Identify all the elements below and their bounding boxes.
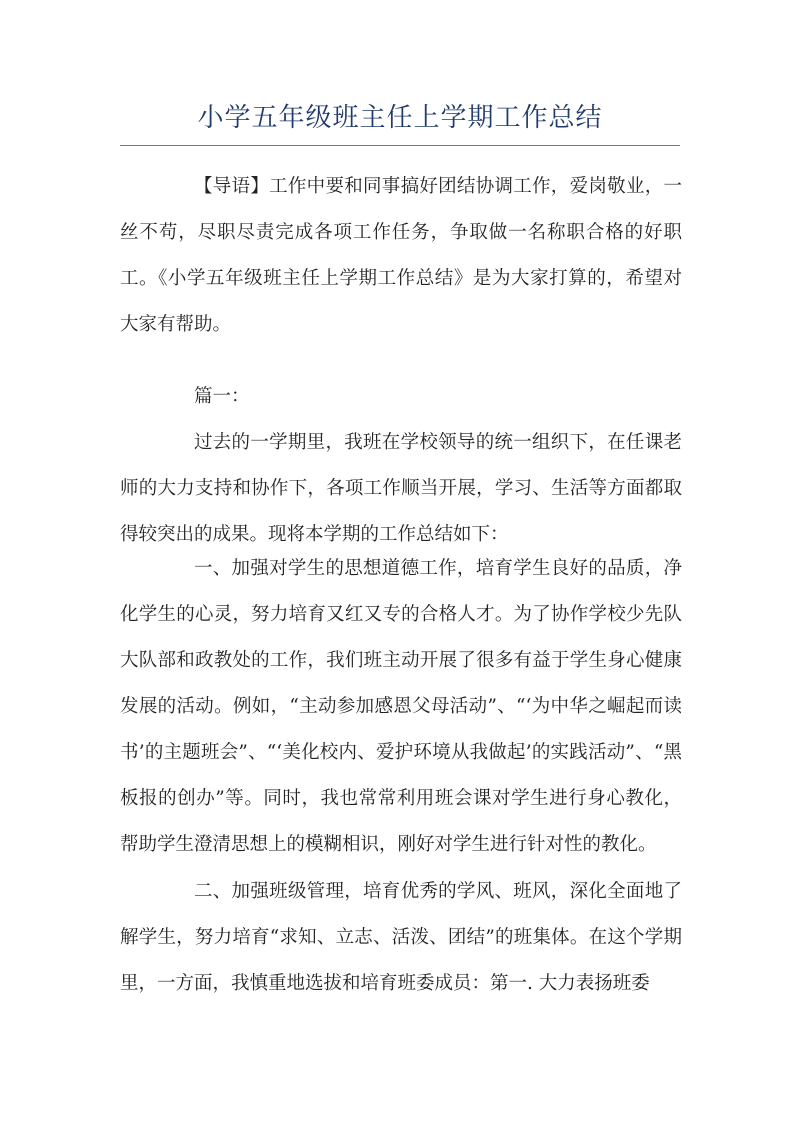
section-label: 篇一： [194,386,250,407]
body-paragraph-3: 二、加强班级管理，培育优秀的学风、班风，深化全面地了解学生，努力培育“求知、立志、活泼、团结”的班集体。在这个学期里，一方面，我慎重地选拔和培育班委成员：第一. 大力表扬班委 [120,881,682,994]
document-title: 小学五年级班主任上学期工作总结 [197,103,603,133]
body-paragraph-2: 一、加强对学生的思想道德工作，培育学生良好的品质，净化学生的心灵，努力培育又红又专的合格人才。为了协作学校少先队大队部和政教处的工作，我们班主动开展了很多有益于学生身心健康发展的活动。例如，“主动参加感恩父母活动”、“‘为中华之崛起而读书’的主题班会”、“‘美化校内、爱护环境从我做起’的实践活动”、“黑板报的创办”等。同时，我也常常利用班会课对学生进行身心教化，帮助学生澄清思想上的模糊相识，刚好对学生进行针对性的教化。 [120,558,682,855]
body-paragraph-1: 过去的一学期里，我班在学校领导的统一组织下，在任课老师的大力支持和协作下，各项工作顺当开展，学习、生活等方面都取得较突出的成果。现将本学期的工作总结如下： [120,432,682,545]
title-underline [120,145,680,146]
intro-paragraph: 【导语】工作中要和同事搞好团结协调工作，爱岗敬业，一丝不苟，尽职尽责完成各项工作任务，争取做一名称职合格的好职工。《小学五年级班主任上学期工作总结》是为大家打算的，希望对大家有帮助。 [120,176,682,335]
